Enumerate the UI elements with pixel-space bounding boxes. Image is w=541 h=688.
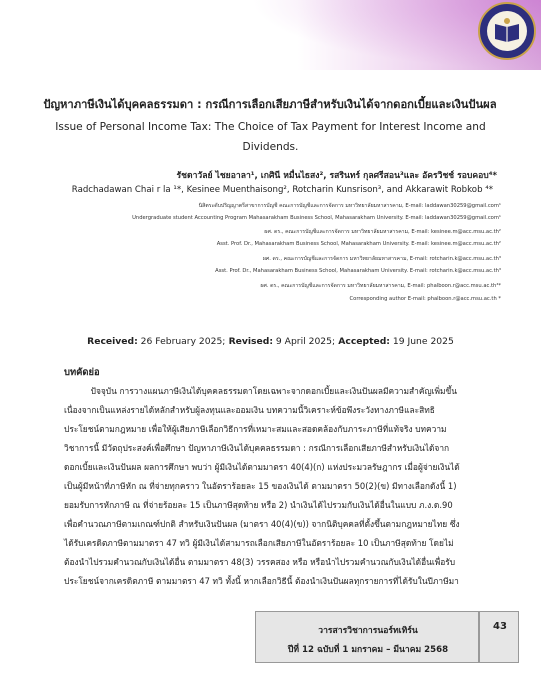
- corresponding-author: Corresponding author E-mail: phalboon.r@acc.msu.ac.th *: [349, 296, 501, 302]
- abstract-heading: บทคัดย่อ: [64, 367, 100, 378]
- accepted-label: Accepted:: [335, 336, 390, 347]
- abstract-line: เนื่องจากเป็นแหล่งรายได้หลักสำหรับผู้ลงทุนและออมเงิน บทความนี้วิเคราะห์ข้อพึงระวังทางภาษีและสิทธิ: [64, 405, 435, 415]
- accepted-date: 19 June 2025: [389, 336, 454, 347]
- logo-book-icon: [492, 16, 522, 46]
- affiliation-line: นิสิตระดับปริญญาตรีสาขาการบัญชี คณะการบัญชีและการจัดการ มหาวิทยาลัยมหาสารคาม, E-mail: laddawan30259@gmail.com¹: [198, 203, 501, 209]
- abstract-line: ต้องนำไปรวมคำนวณกับเงินได้อื่น ตามมาตรา 48(3) วรรคสอง หรือ หรือนำไปรวมคำนวณกับเงินได้อื่นเพื่อรับ: [64, 557, 456, 567]
- page-number-box: [479, 611, 519, 663]
- received-date: 26 February 2025;: [137, 336, 226, 347]
- title-english: [40, 117, 501, 157]
- abstract-line: ประโยชน์ตามกฎหมาย เพื่อให้ผู้เสียภาษีเลือกวิธีการที่เหมาะสมและสอดคล้องกับภาระภาษีที่แท้จริง บทความ: [64, 424, 447, 434]
- title-thai: ปัญหาภาษีเงินได้บุคคลธรรมดา : กรณีการเลือกเสียภาษีสำหรับเงินได้จากดอกเบี้ยและเงินปันผล: [43, 98, 497, 111]
- revised-date: 9 April 2025;: [273, 336, 336, 347]
- abstract-line: ได้รับเครดิตภาษีตามมาตรา 47 ทวิ ผู้มีเงินได้สามารถเลือกเสียภาษีในอัตราร้อยละ 10 เป็นภาษีสุดท้าย โดยไม่: [64, 538, 454, 548]
- affiliation-line: Asst. Prof. Dr., Mahasarakham Business School, Mahasarakham University. E-mail: kesinee.m@acc.msu.ac.th²: [216, 241, 501, 247]
- abstract-line: ประโยชน์จากเครดิตภาษี ตามมาตรา 47 ทวิ ทั้งนี้ หากเลือกวิธีนี้ ต้องนำเงินปันผลทุกรายการที่ได้รับในปีภาษีมา: [64, 576, 459, 586]
- abstract-line: ปัจจุบัน การวางแผนภาษีเงินได้บุคคลธรรมดาโดยเฉพาะจากดอกเบี้ยและเงินปันผลมีความสำคัญเพิ่มขึ้น: [64, 386, 457, 396]
- affiliation-line: ผศ. ดร., คณะการบัญชีและการจัดการ มหาวิทยาลัยมหาสารคาม, E-mail: kesinee.m@acc.msu.ac.th²: [264, 229, 501, 235]
- authors-thai: รัชดาวัลย์ ไชยอาลา¹, เกศินี หมื่นไธสง², รสรินทร์ กุลศรีสอน³และ อัครวิชช์ รอบคอบ⁴*: [176, 171, 497, 181]
- title-english-line-2: Dividends.: [242, 141, 299, 153]
- journal-name: วารสารวิชาการนอร์ทเทิร์น: [318, 626, 418, 636]
- affiliation-line: Undergraduate student Accounting Program Mahasarakham Business School, Mahasarakham University. E-mail: laddawan30259@gmail.com¹: [132, 215, 501, 221]
- received-label: Received:: [87, 336, 138, 347]
- logo-emblem: [487, 11, 527, 51]
- revised-label: Revised:: [225, 336, 273, 347]
- journal-logo: [478, 2, 536, 60]
- abstract-line: ดอกเบี้ยและเงินปันผล ผลการศึกษา พบว่า ผู้มีเงินได้ตามมาตรา 40(4)(ก) แห่งประมวลรัษฎากร เมื่อผู้จ่ายเงินได้: [64, 462, 460, 472]
- affiliation-line: Asst. Prof. Dr., Mahasarakham Business School, Mahasarakham University. E-mail: rotcharin.k@acc.msu.ac.th³: [215, 268, 501, 274]
- title-english-line-1: Issue of Personal Income Tax: The Choice of Tax Payment for Interest Income and: [55, 121, 486, 133]
- abstract-line: เพื่อคำนวณภาษีตามเกณฑ์ปกติ สำหรับเงินปันผล (มาตรา 40(4)(ข)) จากนิติบุคคลที่ตั้งขึ้นตามกฎหมายไทย ซึ่ง: [64, 519, 460, 529]
- page-number: 43: [493, 621, 507, 632]
- affiliation-line: ผศ. ดร., คณะการบัญชีและการจัดการ มหาวิทยาลัยมหาสารคาม, E-mail: rotcharin.k@acc.msu.ac.th³: [262, 256, 501, 262]
- journal-footer: [255, 611, 479, 663]
- abstract-line: ยอมรับการหักภาษี ณ ที่จ่ายร้อยละ 15 เป็นภาษีสุดท้าย หรือ 2) นำเงินได้ไปรวมกับเงินได้อื่นในแบบ ภ.ง.ด.90: [64, 500, 453, 510]
- journal-issue: ปีที่ 12 ฉบับที่ 1 มกราคม – มีนาคม 2568: [287, 645, 449, 655]
- affiliation-line: ผศ. ดร., คณะการบัญชีและการจัดการ มหาวิทยาลัยมหาสารคาม, E-mail: phalboon.r@acc.msu.ac.th⁴*: [260, 283, 501, 289]
- submission-dates: [0, 336, 541, 347]
- header-band: [0, 0, 541, 70]
- abstract-line: เป็นผู้มีหน้าที่ภาษีหัก ณ ที่จ่ายทุกคราว ในอัตราร้อยละ 15 ของเงินได้ ตามมาตรา 50(2)(ข) มีทางเลือกดังนี้ 1): [64, 481, 457, 491]
- authors-english: Radchadawan Chai r la ¹*, Kesinee Muenthaisong², Rotcharin Kunsrison³, and Akkarawit Robkob ⁴*: [71, 185, 493, 195]
- abstract-line: วิชาการนี้ มีวัตถุประสงค์เพื่อศึกษา ปัญหาภาษีเงินได้บุคคลธรรมดา : กรณีการเลือกเสียภาษีสำหรับเงินได้จาก: [64, 443, 450, 453]
